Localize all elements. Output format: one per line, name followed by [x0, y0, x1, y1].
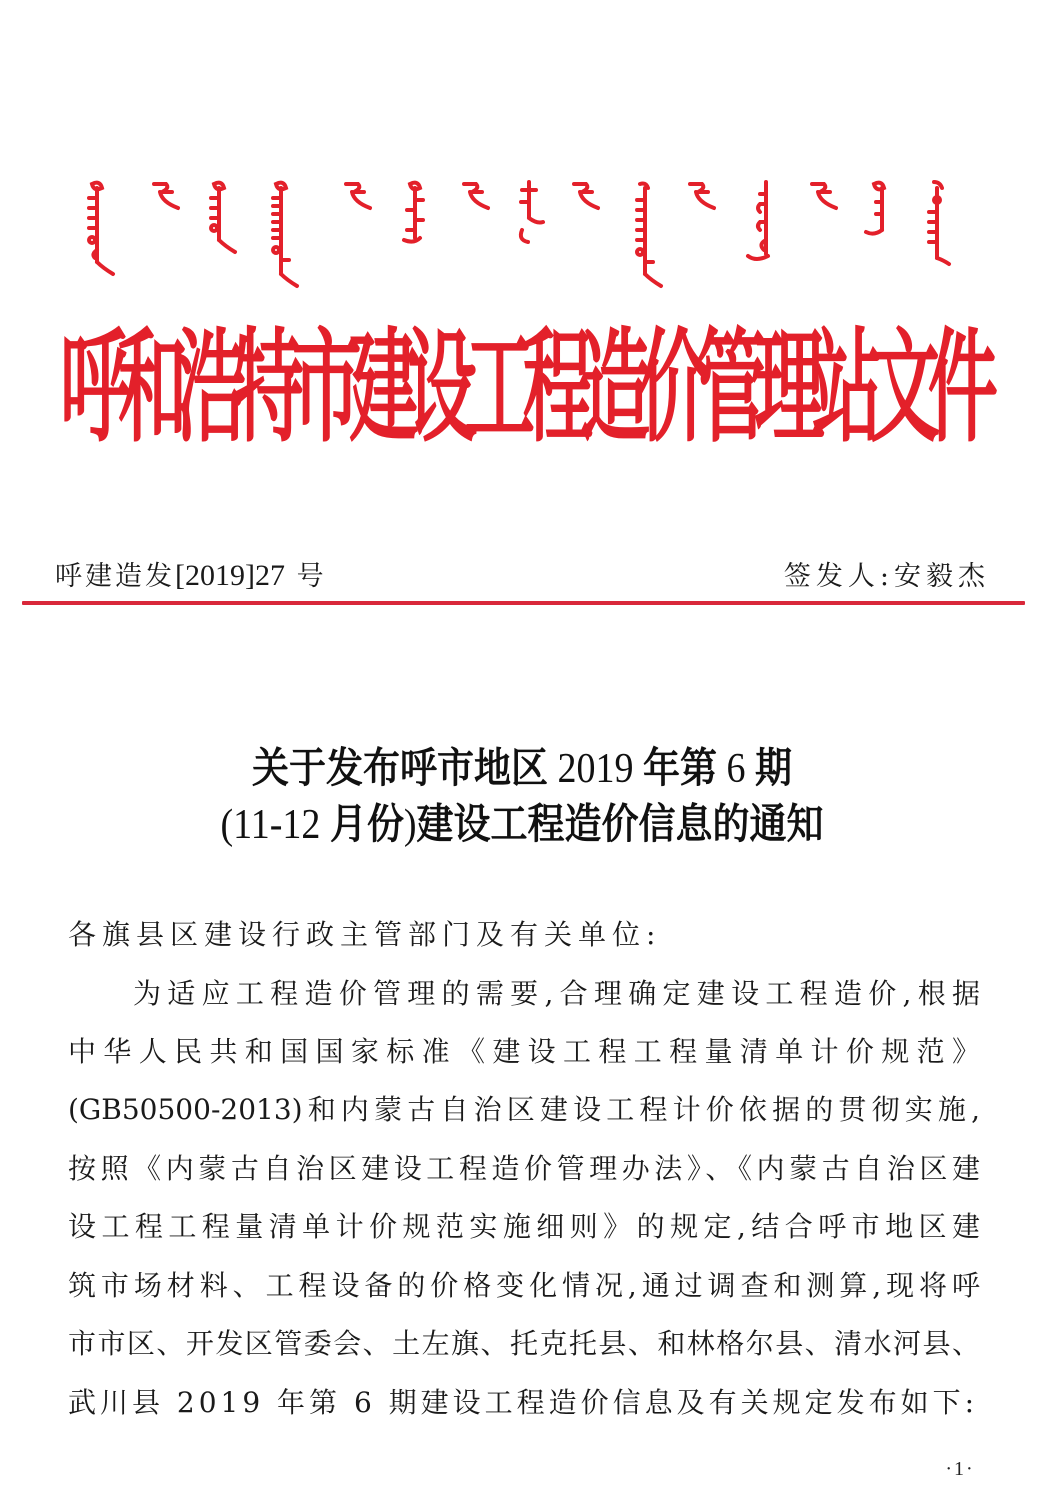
- masthead-char: 程: [522, 314, 593, 460]
- mongolian-word-15: [920, 178, 954, 268]
- title-text: 建设工程造价信息的通知: [416, 798, 824, 848]
- mongolian-word-3: [202, 178, 236, 258]
- masthead-char: 设: [407, 314, 478, 460]
- body-paragraph-line: 为适应工程造价管理的需要,合理确定建设工程造价,根据: [133, 977, 980, 1010]
- body-paragraph-line: 市市区、开发区管委会、土左旗、托克托县、和林格尔县、清水河县、: [68, 1327, 980, 1360]
- title-text: 月份: [329, 798, 404, 848]
- mongolian-word-8: [512, 178, 546, 248]
- body-paragraph-line: 筑市场材料、工程设备的价格变化情况,通过调查和测算,现将呼: [68, 1269, 980, 1302]
- masthead-char: 价: [638, 314, 709, 460]
- document-number: [55, 554, 327, 593]
- body-paragraph-line: 设工程工程量清单计价规范实施细则》的规定,结合呼市地区建: [68, 1210, 980, 1243]
- mongolian-script-header: [80, 178, 970, 308]
- doc-number-suffix: 号: [296, 561, 327, 592]
- masthead-char: 造: [580, 314, 651, 460]
- masthead-char: 浩: [175, 314, 246, 460]
- mongolian-word-9: [570, 178, 604, 218]
- body-paragraph-line: 按照《内蒙古自治区建设工程造价管理办法》、《内蒙古自治区建: [68, 1152, 980, 1185]
- masthead-char: 和: [117, 314, 188, 460]
- title-text: 年第: [643, 742, 717, 792]
- signer: [784, 554, 990, 593]
- masthead-char: 呼: [60, 314, 130, 460]
- masthead-title: [60, 314, 998, 460]
- doc-number-year: [2019]: [175, 559, 255, 592]
- masthead-char: 站: [812, 314, 883, 460]
- masthead-char: 特: [233, 314, 304, 460]
- title-number: 6: [717, 744, 755, 792]
- salutation: 各旗县区建设行政主管部门及有关单位:: [68, 918, 662, 951]
- mongolian-word-1: [80, 178, 114, 278]
- title-text: 关于发布呼市地区: [252, 742, 548, 792]
- notice-title-line-2: [0, 790, 1044, 850]
- masthead-char: 文: [870, 314, 941, 460]
- body-paragraph-line: 武川县 2019 年第 6 期建设工程造价信息及有关规定发布如下:: [68, 1386, 979, 1419]
- body-paragraph-line: (GB50500-2013)和内蒙古自治区建设工程计价依据的贯彻实施,: [68, 1093, 980, 1126]
- mongolian-word-12: [746, 178, 780, 268]
- title-text: 期: [755, 742, 792, 792]
- mongolian-word-10: [628, 178, 662, 290]
- page-number: ·1·: [945, 1458, 975, 1480]
- masthead-char: 建: [349, 314, 420, 460]
- masthead-char: 件: [927, 314, 998, 460]
- doc-number-num: 27: [254, 559, 285, 592]
- mongolian-word-4: [264, 178, 298, 290]
- doc-number-prefix: 呼建造发: [55, 561, 175, 592]
- notice-title-line-1: [0, 734, 1044, 794]
- mongolian-word-5: [342, 178, 376, 218]
- mongolian-word-11: [686, 178, 720, 218]
- body-paragraph-line: 中华人民共和国国家标准《建设工程工程量清单计价规范》: [68, 1035, 980, 1068]
- mongolian-word-7: [460, 178, 494, 218]
- signer-label: 签发人:: [783, 561, 894, 592]
- mongolian-word-13: [808, 178, 842, 218]
- signer-name: 安毅杰: [894, 561, 990, 592]
- red-divider-rule: [22, 601, 1025, 605]
- mongolian-word-6: [398, 178, 432, 248]
- masthead-char: 市: [291, 314, 362, 460]
- title-number: (11-12: [220, 800, 330, 848]
- title-number: ): [403, 800, 417, 848]
- masthead-char: 工: [465, 314, 536, 460]
- masthead-char: 管: [696, 314, 767, 460]
- masthead-char: 理: [754, 314, 825, 460]
- mongolian-word-2: [150, 178, 184, 218]
- mongolian-word-14: [862, 178, 896, 248]
- document-number-line: [55, 552, 990, 592]
- title-number: 2019: [548, 744, 643, 792]
